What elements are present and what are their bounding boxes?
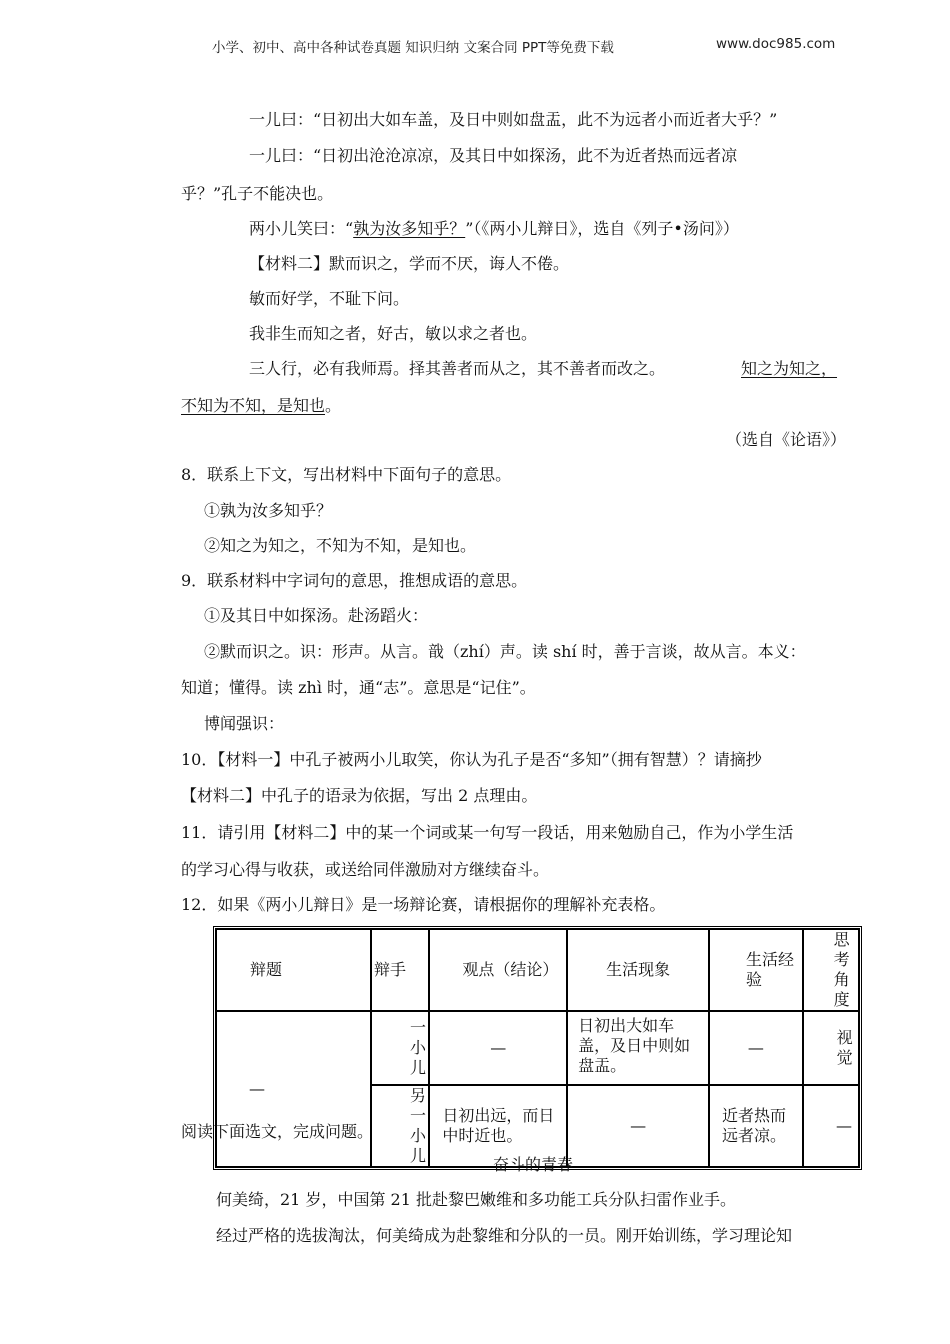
phenomenon-cell: —	[567, 1085, 709, 1167]
underlined-quote: 孰为汝多知乎？	[353, 219, 466, 238]
angle-cell: —	[803, 1085, 859, 1167]
reading-paragraph: 何美绮，21 岁，中国第 21 批赴黎巴嫩维和多功能工兵分队扫雷作业手。	[216, 1190, 736, 1209]
header-cell-debater: 辩手	[371, 929, 429, 1011]
header-cell-angle: 思考角度	[803, 929, 859, 1011]
question-9-item: ②默而识之。识：形声。从言。戠（zhí）声。读 shí 时，善于言谈，故从言。本义：	[204, 642, 806, 661]
view-cell: —	[429, 1011, 567, 1085]
material-two-line: 我非生而知之者，好古，敏以求之者也。	[249, 324, 538, 343]
question-10: 10．【材料一】中孔子被两小儿取笑，你认为孔子是否“多知”（拥有智慧）？请摘抄	[181, 750, 762, 769]
question-11: 11．请引用【材料二】中的某一个词或某一句写一段话，用来勉励自己，作为小学生活	[181, 823, 794, 842]
question-9-item: 知道；懂得。读 zhì 时，通“志”。意思是“记住”。	[181, 678, 536, 697]
question-9-item: 博闻强识：	[204, 714, 285, 733]
debater-cell: 另一小儿	[371, 1085, 429, 1167]
header-url[interactable]: www.doc985.com	[716, 36, 836, 52]
question-9-item: ①及其日中如探汤。赴汤蹈火：	[204, 606, 429, 625]
material-two-line	[181, 396, 341, 416]
question-8-item: ①孰为汝多知乎？	[204, 501, 333, 520]
table-row	[216, 1011, 859, 1085]
table-header-row	[216, 929, 859, 1011]
reading-title: 奋斗的青春	[493, 1155, 574, 1174]
passage-line: 乎？”孔子不能决也。	[181, 184, 334, 203]
passage-line: 一儿曰：“日初出大如车盖，及日中则如盘盂，此不为远者小而近者大乎？”	[249, 110, 778, 129]
angle-cell: 视觉	[803, 1011, 859, 1085]
header-cell-phenomenon: 生活现象	[567, 929, 709, 1011]
header-banner: 小学、初中、高中各种试卷真题 知识归纳 文案合同 PPT等免费下载	[212, 40, 614, 56]
underlined-quote: 不知为不知，是知也	[181, 396, 326, 415]
material-two-line: 敏而好学，不耻下问。	[249, 289, 410, 308]
view-cell: 日初出远，而日中时近也。	[429, 1085, 567, 1167]
header-cell-experience: 生活经验	[709, 929, 803, 1011]
material-two-line: 【材料二】默而识之，学而不厌，诲人不倦。	[249, 254, 570, 273]
underlined-quote: 知之为知之，	[741, 359, 838, 378]
passage-text: 两小儿笑曰：“	[249, 219, 354, 238]
debater-cell: 一小儿	[371, 1011, 429, 1085]
question-8: 8．联系上下文，写出材料中下面句子的意思。	[181, 465, 512, 484]
header-cell-view: 观点（结论）	[429, 929, 567, 1011]
question-9: 9．联系材料中字词句的意思，推想成语的意思。	[181, 571, 528, 590]
passage-line	[249, 219, 739, 239]
reading-paragraph: 经过严格的选拔淘汰，何美绮成为赴黎维和分队的一员。刚开始训练，学习理论知	[216, 1226, 793, 1245]
passage-text: 。	[325, 396, 342, 415]
experience-cell: 近者热而远者凉。	[709, 1085, 803, 1167]
phenomenon-cell: 日初出大如车盖，及日中则如盘盂。	[567, 1011, 709, 1085]
material-two-line: 三人行，必有我师焉。择其善者而从之，其不善者而改之。	[249, 359, 666, 378]
passage-text: ”（《两小儿辩日》，选自《列子•汤问》）	[465, 219, 739, 238]
source-citation: （选自《论语》）	[726, 430, 847, 449]
passage-line: 一儿曰：“日初出沧沧凉凉，及其日中如探汤，此不为近者热而远者凉	[249, 146, 738, 165]
question-12: 12．如果《两小儿辩日》是一场辩论赛，请根据你的理解补充表格。	[181, 895, 666, 914]
header-cell-topic: 辩题	[216, 929, 371, 1011]
topic-cell: —	[216, 1011, 371, 1167]
question-11: 的学习心得与收获，或送给同伴激励对方继续奋斗。	[181, 860, 550, 879]
reading-intro: 阅读下面选文，完成问题。	[181, 1122, 374, 1141]
question-10: 【材料二】中孔子的语录为依据，写出 2 点理由。	[181, 786, 538, 805]
experience-cell: —	[709, 1011, 803, 1085]
question-8-item: ②知之为知之，不知为不知，是知也。	[204, 536, 477, 555]
